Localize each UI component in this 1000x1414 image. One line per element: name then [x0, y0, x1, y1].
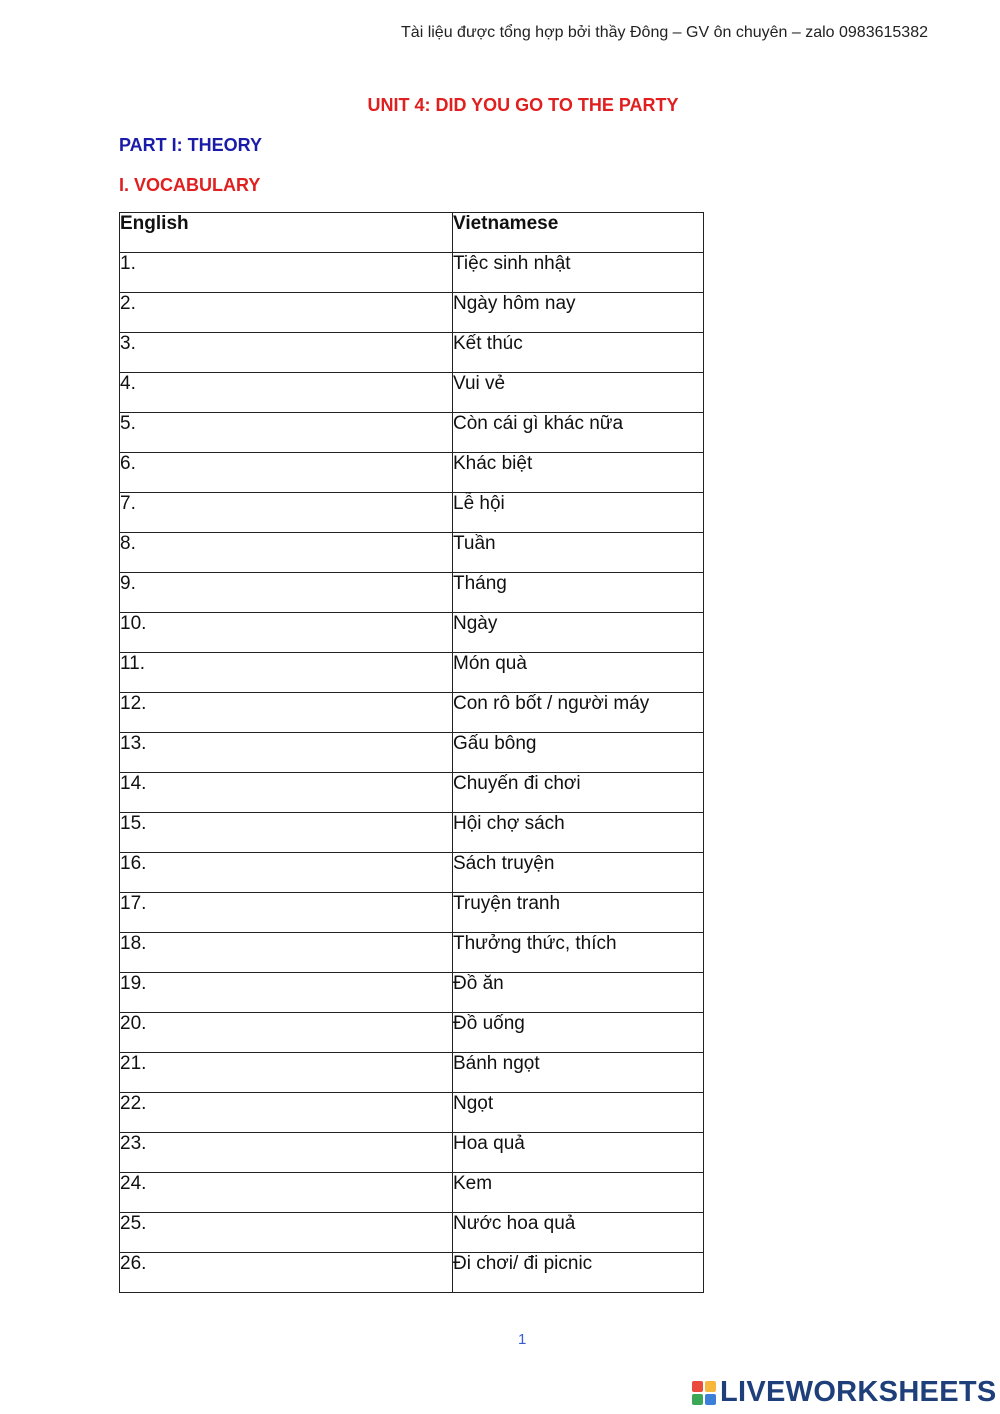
vietnamese-cell: Con rô bốt / người máy	[453, 693, 704, 733]
english-cell: 10.	[120, 613, 453, 653]
vietnamese-cell: Bánh ngọt	[453, 1053, 704, 1093]
logo-square-1	[692, 1381, 703, 1392]
table-row	[120, 573, 704, 613]
vietnamese-cell: Khác biệt	[453, 453, 704, 493]
table-row	[120, 1093, 704, 1133]
table-row	[120, 1173, 704, 1213]
english-cell: 4.	[120, 373, 453, 413]
table-row	[120, 853, 704, 893]
english-cell: 8.	[120, 533, 453, 573]
vocabulary-table-body	[120, 253, 704, 1293]
vietnamese-cell: Đồ uống	[453, 1013, 704, 1053]
vietnamese-cell: Đồ ăn	[453, 973, 704, 1013]
table-row	[120, 1213, 704, 1253]
unit-title: UNIT 4: DID YOU GO TO THE PARTY	[367, 95, 679, 115]
table-row	[120, 933, 704, 973]
table-row	[120, 813, 704, 853]
vietnamese-cell: Chuyến đi chơi	[453, 773, 704, 813]
vietnamese-cell: Vui vẻ	[453, 373, 704, 413]
table-row	[120, 1133, 704, 1173]
english-cell: 16.	[120, 853, 453, 893]
table-row	[120, 733, 704, 773]
english-cell: 12.	[120, 693, 453, 733]
english-cell: 26.	[120, 1253, 453, 1293]
header-note: Tài liệu được tổng hợp bởi thầy Đông – GV ôn chuyên – zalo 0983615382	[401, 24, 928, 41]
vietnamese-cell: Tuần	[453, 533, 704, 573]
vocabulary-table	[119, 212, 704, 1293]
table-row	[120, 1013, 704, 1053]
english-cell: 7.	[120, 493, 453, 533]
column-header-vietnamese: Vietnamese	[453, 213, 704, 253]
english-cell: 17.	[120, 893, 453, 933]
page-number: 1	[518, 1331, 527, 1348]
column-header-english: English	[120, 213, 453, 253]
vietnamese-cell: Ngày hôm nay	[453, 293, 704, 333]
table-row	[120, 893, 704, 933]
table-row	[120, 1053, 704, 1093]
english-cell: 14.	[120, 773, 453, 813]
vietnamese-cell: Đi chơi/ đi picnic	[453, 1253, 704, 1293]
table-row	[120, 493, 704, 533]
vietnamese-cell: Lễ hội	[453, 493, 704, 533]
table-row	[120, 453, 704, 493]
vietnamese-cell: Thưởng thức, thích	[453, 933, 704, 973]
english-cell: 2.	[120, 293, 453, 333]
logo-square-4	[705, 1394, 716, 1405]
vietnamese-cell: Hoa quả	[453, 1133, 704, 1173]
table-row	[120, 653, 704, 693]
english-cell: 6.	[120, 453, 453, 493]
vietnamese-cell: Sách truyện	[453, 853, 704, 893]
vietnamese-cell: Tiệc sinh nhật	[453, 253, 704, 293]
english-cell: 25.	[120, 1213, 453, 1253]
table-row	[120, 533, 704, 573]
brand-watermark	[692, 1376, 997, 1409]
logo-square-3	[692, 1394, 703, 1405]
english-cell: 18.	[120, 933, 453, 973]
table-header-row	[120, 213, 704, 253]
english-cell: 21.	[120, 1053, 453, 1093]
table-row	[120, 973, 704, 1013]
vietnamese-cell: Còn cái gì khác nữa	[453, 413, 704, 453]
table-row	[120, 253, 704, 293]
vietnamese-cell: Gấu bông	[453, 733, 704, 773]
english-cell: 24.	[120, 1173, 453, 1213]
vietnamese-cell: Ngọt	[453, 1093, 704, 1133]
vietnamese-cell: Tháng	[453, 573, 704, 613]
table-row	[120, 1253, 704, 1293]
vietnamese-cell: Truyện tranh	[453, 893, 704, 933]
vietnamese-cell: Hội chợ sách	[453, 813, 704, 853]
part-title: PART I: THEORY	[119, 135, 262, 155]
english-cell: 3.	[120, 333, 453, 373]
english-cell: 19.	[120, 973, 453, 1013]
vietnamese-cell: Kết thúc	[453, 333, 704, 373]
table-row	[120, 613, 704, 653]
vietnamese-cell: Ngày	[453, 613, 704, 653]
english-cell: 15.	[120, 813, 453, 853]
vietnamese-cell: Nước hoa quả	[453, 1213, 704, 1253]
vietnamese-cell: Món quà	[453, 653, 704, 693]
table-row	[120, 373, 704, 413]
english-cell: 20.	[120, 1013, 453, 1053]
english-cell: 13.	[120, 733, 453, 773]
table-row	[120, 773, 704, 813]
table-row	[120, 333, 704, 373]
english-cell: 23.	[120, 1133, 453, 1173]
table-row	[120, 293, 704, 333]
english-cell: 11.	[120, 653, 453, 693]
english-cell: 9.	[120, 573, 453, 613]
vietnamese-cell: Kem	[453, 1173, 704, 1213]
english-cell: 1.	[120, 253, 453, 293]
english-cell: 5.	[120, 413, 453, 453]
logo-square-2	[705, 1381, 716, 1392]
liveworksheets-logo-icon	[692, 1381, 716, 1405]
section-title: I. VOCABULARY	[119, 175, 261, 195]
english-cell: 22.	[120, 1093, 453, 1133]
table-row	[120, 693, 704, 733]
brand-name: LIVEWORKSHEETS	[720, 1376, 997, 1408]
table-row	[120, 413, 704, 453]
